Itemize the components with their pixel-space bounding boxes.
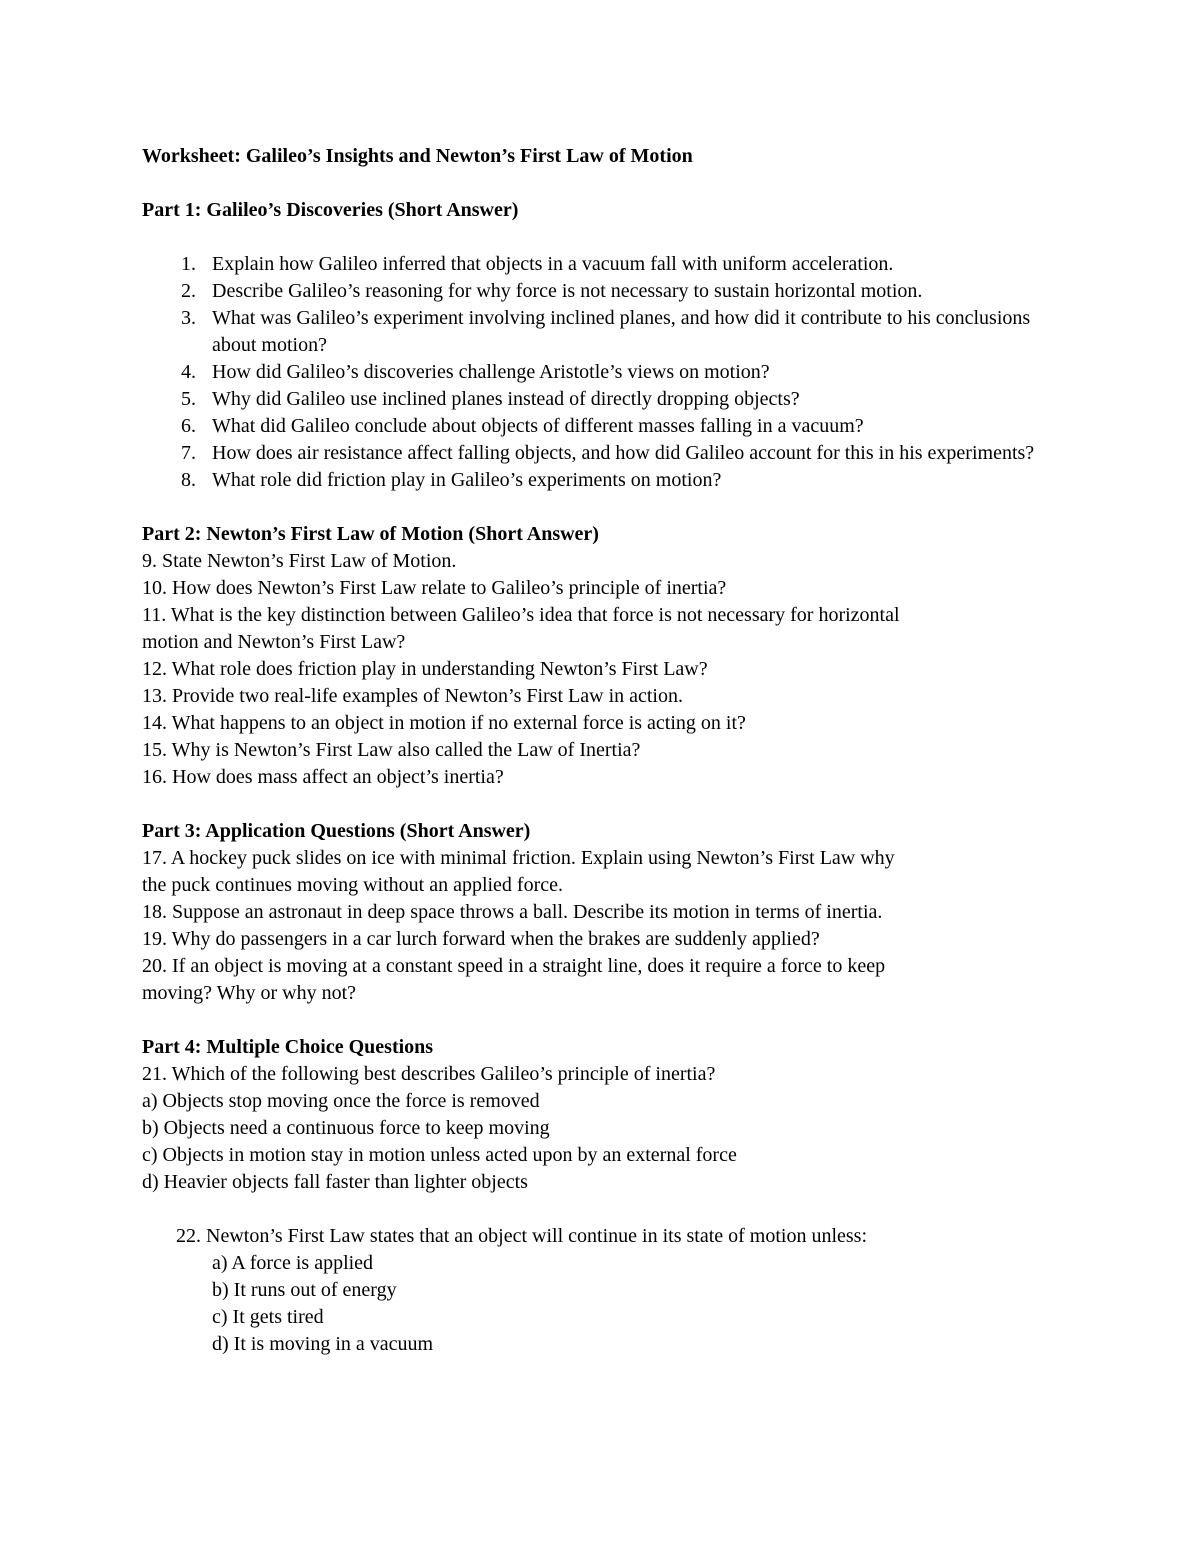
part2-line: 16. How does mass affect an object’s inertia? (142, 766, 504, 788)
list-item (142, 278, 1072, 305)
part2-line: 14. What happens to an object in motion if no external force is acting on it? (142, 712, 746, 734)
q22-option: d) It is moving in a vacuum (212, 1333, 434, 1355)
question-text: How did Galileo’s discoveries challenge Aristotle’s views on motion? (212, 361, 770, 383)
spacer (142, 791, 1072, 818)
part2-line: motion and Newton’s First Law? (142, 631, 406, 653)
list-item (142, 386, 1072, 413)
spacer (142, 494, 1072, 521)
question-text: What did Galileo conclude about objects of different masses falling in a vacuum? (212, 415, 864, 437)
part2-line: 15. Why is Newton’s First Law also called the Law of Inertia? (142, 739, 641, 761)
part3-line: 19. Why do passengers in a car lurch forward when the brakes are suddenly applied? (142, 928, 820, 950)
spacer (142, 224, 1072, 251)
q22-question: 22. Newton’s First Law states that an object will continue in its state of motion unless: (176, 1225, 868, 1247)
spacer (142, 170, 1072, 197)
question-text: Explain how Galileo inferred that objects in a vacuum fall with uniform acceleration. (212, 253, 894, 275)
worksheet-title: Worksheet: Galileo’s Insights and Newton’s First Law of Motion (142, 145, 693, 167)
question-text: Describe Galileo’s reasoning for why force is not necessary to sustain horizontal motion. (212, 280, 923, 302)
list-item (142, 467, 1072, 494)
item-number: 5 . (172, 386, 196, 413)
part1-question-list (142, 251, 1072, 494)
item-number: 6 . (172, 413, 196, 440)
question-text: How does air resistance affect falling objects, and how did Galileo account for this in his experiments? (212, 442, 1035, 464)
item-number: 2 . (172, 278, 196, 305)
question-text: What was Galileo’s experiment involving inclined planes, and how did it contribute to his conclusions about motion? (212, 307, 1031, 356)
spacer (142, 1196, 1072, 1223)
part3-line: 17. A hockey puck slides on ice with minimal friction. Explain using Newton’s First Law why (142, 847, 895, 869)
list-item (142, 359, 1072, 386)
part2-heading: Part 2: Newton’s First Law of Motion (Short Answer) (142, 523, 599, 545)
item-number: 4 . (172, 359, 196, 386)
question-text: Why did Galileo use inclined planes instead of directly dropping objects? (212, 388, 800, 410)
q21-option: b) Objects need a continuous force to keep moving (142, 1117, 550, 1139)
item-number: 7 . (172, 440, 196, 467)
question-text: What role did friction play in Galileo’s experiments on motion? (212, 469, 722, 491)
item-number: 1 . (172, 251, 196, 278)
list-item (142, 305, 1072, 359)
q22-option: a) A force is applied (212, 1252, 374, 1274)
item-number: 3 . (172, 305, 196, 332)
part2-line: 11. What is the key distinction between Galileo’s idea that force is not necessary for horizontal (142, 604, 900, 626)
part2-line: 13. Provide two real-life examples of Newton’s First Law in action. (142, 685, 683, 707)
part3-line: 20. If an object is moving at a constant speed in a straight line, does it require a force to keep (142, 955, 886, 977)
q21-question: 21. Which of the following best describes Galileo’s principle of inertia? (142, 1063, 716, 1085)
part3-heading: Part 3: Application Questions (Short Answer) (142, 820, 531, 842)
list-item (142, 251, 1072, 278)
part3-line: moving? Why or why not? (142, 982, 357, 1004)
q22-option: b) It runs out of energy (212, 1279, 397, 1301)
item-number: 8 . (172, 467, 196, 494)
q21-option: c) Objects in motion stay in motion unless acted upon by an external force (142, 1144, 737, 1166)
q22-block (142, 1223, 1072, 1358)
list-item (142, 440, 1072, 467)
part3-line: 18. Suppose an astronaut in deep space throws a ball. Describe its motion in terms of inertia. (142, 901, 883, 923)
q21-option: a) Objects stop moving once the force is removed (142, 1090, 540, 1112)
list-item (142, 413, 1072, 440)
part2-line: 12. What role does friction play in understanding Newton’s First Law? (142, 658, 708, 680)
part2-line: 9. State Newton’s First Law of Motion. (142, 550, 457, 572)
part4-heading: Part 4: Multiple Choice Questions (142, 1036, 434, 1058)
worksheet-page (142, 143, 1072, 1358)
q21-option: d) Heavier objects fall faster than lighter objects (142, 1171, 528, 1193)
part3-line: the puck continues moving without an applied force. (142, 874, 564, 896)
spacer (142, 1007, 1072, 1034)
part1-heading: Part 1: Galileo’s Discoveries (Short Answer) (142, 199, 519, 221)
q22-option: c) It gets tired (212, 1306, 324, 1328)
part2-line: 10. How does Newton’s First Law relate to Galileo’s principle of inertia? (142, 577, 727, 599)
